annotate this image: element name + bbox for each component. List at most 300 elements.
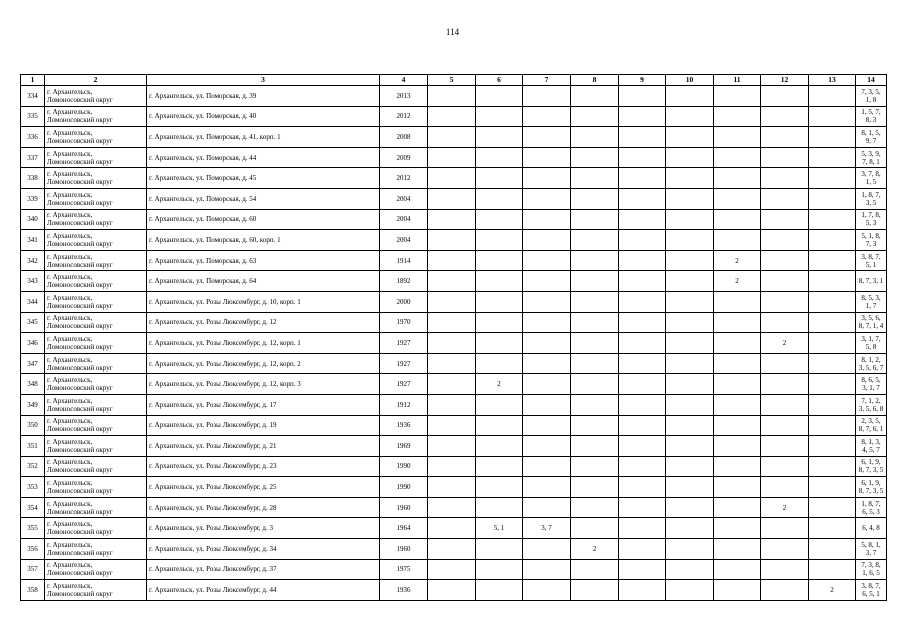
value-cell-c6: [476, 312, 523, 333]
value-cell-c13: [809, 209, 856, 230]
value-cell-c9: [619, 415, 666, 436]
value-cell-c6: [476, 580, 523, 601]
value-cell-c7: [523, 106, 571, 127]
value-cell-c10: [666, 580, 714, 601]
value-cell-c12: [761, 477, 809, 498]
district-name: Ломоносовский округ: [47, 322, 113, 331]
district-name: Ломоносовский округ: [47, 590, 113, 599]
value-cell-c12: [761, 127, 809, 148]
district-city: г. Архангельск,: [47, 458, 93, 467]
value-cell-c6: 5, 1: [476, 518, 523, 539]
value-cell-c9: [619, 497, 666, 518]
value-cell-c12: [761, 250, 809, 271]
value-cell-c5: [428, 559, 476, 580]
column-header: 3: [147, 75, 380, 86]
year-cell: 1970: [380, 312, 428, 333]
district-cell: [45, 539, 147, 560]
value-cell-c12: [761, 559, 809, 580]
value-cell-c12: [761, 580, 809, 601]
value-cell-c14: 6, 1, 9, 8, 7, 3, 5: [856, 477, 887, 498]
district-cell: [45, 250, 147, 271]
value-cell-c9: [619, 127, 666, 148]
district-name: Ломоносовский округ: [47, 136, 113, 145]
value-cell-c14: 1, 8, 7, 3, 5: [856, 188, 887, 209]
value-cell-c7: [523, 353, 571, 374]
value-cell-c7: [523, 250, 571, 271]
district-city: г. Архангельск,: [47, 231, 93, 240]
value-cell-c14: 8, 7, 3, 1: [856, 271, 887, 292]
value-cell-c11: [714, 497, 761, 518]
value-cell-c8: [571, 106, 619, 127]
value-cell-c9: [619, 559, 666, 580]
value-cell-c5: [428, 271, 476, 292]
row-number: 349: [21, 394, 45, 415]
table-row: [21, 518, 887, 539]
value-cell-c10: [666, 559, 714, 580]
value-cell-c9: [619, 539, 666, 560]
row-number: 351: [21, 436, 45, 457]
row-number: 336: [21, 127, 45, 148]
column-header: 5: [428, 75, 476, 86]
district-city: г. Архангельск,: [47, 334, 93, 343]
value-cell-c12: [761, 86, 809, 107]
value-cell-c12: [761, 312, 809, 333]
year-cell: 2000: [380, 291, 428, 312]
table-row: [21, 333, 887, 354]
value-cell-c9: [619, 106, 666, 127]
value-cell-c9: [619, 436, 666, 457]
district-city: г. Архангельск,: [47, 479, 93, 488]
value-cell-c5: [428, 374, 476, 395]
district-name: Ломоносовский округ: [47, 569, 113, 578]
district-name: Ломоносовский округ: [47, 548, 113, 557]
table-row: [21, 374, 887, 395]
district-city: г. Архангельск,: [47, 190, 93, 199]
value-cell-c12: [761, 415, 809, 436]
year-cell: 1969: [380, 436, 428, 457]
value-cell-c13: [809, 188, 856, 209]
value-cell-c11: [714, 353, 761, 374]
district-name: Ломоносовский округ: [47, 487, 113, 496]
value-cell-c14: 3, 5, 6, 8, 7, 1, 4: [856, 312, 887, 333]
value-cell-c5: [428, 394, 476, 415]
district-city: г. Архангельск,: [47, 499, 93, 508]
value-cell-c13: [809, 250, 856, 271]
district-city: г. Архангельск,: [47, 170, 93, 179]
column-header: 9: [619, 75, 666, 86]
value-cell-c10: [666, 477, 714, 498]
value-cell-c14: 8, 1, 3, 4, 5, 7: [856, 436, 887, 457]
district-cell: [45, 374, 147, 395]
row-number: 353: [21, 477, 45, 498]
value-cell-c10: [666, 394, 714, 415]
district-name: Ломоносовский округ: [47, 95, 113, 104]
value-cell-c7: [523, 188, 571, 209]
value-cell-c5: [428, 106, 476, 127]
table-row: [21, 188, 887, 209]
district-cell: [45, 436, 147, 457]
value-cell-c11: [714, 291, 761, 312]
value-cell-c12: [761, 436, 809, 457]
value-cell-c6: 2: [476, 374, 523, 395]
value-cell-c13: [809, 271, 856, 292]
table-row: [21, 106, 887, 127]
value-cell-c10: [666, 456, 714, 477]
column-header: 1: [21, 75, 45, 86]
value-cell-c7: [523, 497, 571, 518]
value-cell-c9: [619, 312, 666, 333]
value-cell-c7: [523, 456, 571, 477]
value-cell-c12: [761, 394, 809, 415]
value-cell-c11: 2: [714, 250, 761, 271]
value-cell-c8: [571, 436, 619, 457]
value-cell-c10: [666, 333, 714, 354]
row-number: 342: [21, 250, 45, 271]
district-cell: [45, 415, 147, 436]
value-cell-c8: [571, 580, 619, 601]
value-cell-c6: [476, 127, 523, 148]
value-cell-c8: [571, 188, 619, 209]
value-cell-c13: [809, 333, 856, 354]
district-name: Ломоносовский округ: [47, 528, 113, 537]
value-cell-c13: [809, 518, 856, 539]
year-cell: 2013: [380, 86, 428, 107]
value-cell-c9: [619, 271, 666, 292]
table-row: [21, 209, 887, 230]
value-cell-c6: [476, 106, 523, 127]
district-name: Ломоносовский округ: [47, 281, 113, 290]
district-city: г. Архангельск,: [47, 128, 93, 137]
district-city: г. Архангельск,: [47, 252, 93, 261]
value-cell-c5: [428, 147, 476, 168]
value-cell-c13: [809, 477, 856, 498]
table-row: [21, 168, 887, 189]
value-cell-c12: [761, 456, 809, 477]
row-number: 347: [21, 353, 45, 374]
district-cell: [45, 127, 147, 148]
value-cell-c5: [428, 456, 476, 477]
value-cell-c13: [809, 353, 856, 374]
value-cell-c14: 6, 1, 9, 8, 7, 3, 5: [856, 456, 887, 477]
value-cell-c5: [428, 477, 476, 498]
value-cell-c9: [619, 250, 666, 271]
district-cell: [45, 559, 147, 580]
value-cell-c8: [571, 518, 619, 539]
district-name: Ломоносовский округ: [47, 219, 113, 228]
value-cell-c14: 5, 3, 9, 7, 8, 1: [856, 147, 887, 168]
value-cell-c5: [428, 436, 476, 457]
table-row: [21, 271, 887, 292]
value-cell-c5: [428, 86, 476, 107]
value-cell-c11: [714, 188, 761, 209]
value-cell-c9: [619, 580, 666, 601]
value-cell-c13: [809, 168, 856, 189]
district-name: Ломоносовский округ: [47, 425, 113, 434]
district-name: Ломоносовский округ: [47, 342, 113, 351]
value-cell-c13: [809, 291, 856, 312]
district-city: г. Архангельск,: [47, 520, 93, 529]
column-header: 14: [856, 75, 887, 86]
district-cell: [45, 497, 147, 518]
value-cell-c9: [619, 230, 666, 251]
address-cell: г. Архангельск, ул. Розы Люксембург, д. 12: [147, 312, 380, 333]
value-cell-c9: [619, 291, 666, 312]
value-cell-c7: [523, 312, 571, 333]
value-cell-c9: [619, 456, 666, 477]
address-cell: г. Архангельск, ул. Поморская, д. 39: [147, 86, 380, 107]
value-cell-c6: [476, 250, 523, 271]
table-row: [21, 312, 887, 333]
value-cell-c12: [761, 539, 809, 560]
value-cell-c13: [809, 230, 856, 251]
value-cell-c10: [666, 86, 714, 107]
value-cell-c8: [571, 333, 619, 354]
value-cell-c10: [666, 230, 714, 251]
value-cell-c8: [571, 250, 619, 271]
table-row: [21, 394, 887, 415]
year-cell: 2004: [380, 209, 428, 230]
value-cell-c12: [761, 209, 809, 230]
value-cell-c12: [761, 374, 809, 395]
value-cell-c11: [714, 86, 761, 107]
table-row: [21, 86, 887, 107]
value-cell-c7: [523, 374, 571, 395]
address-cell: г. Архангельск, ул. Розы Люксембург, д. 3: [147, 518, 380, 539]
value-cell-c11: [714, 477, 761, 498]
value-cell-c12: [761, 230, 809, 251]
district-city: г. Архангельск,: [47, 149, 93, 158]
value-cell-c5: [428, 333, 476, 354]
row-number: 355: [21, 518, 45, 539]
column-header: 13: [809, 75, 856, 86]
value-cell-c14: 7, 1, 2, 3, 5, 6, 8: [856, 394, 887, 415]
value-cell-c12: [761, 147, 809, 168]
value-cell-c11: [714, 539, 761, 560]
value-cell-c5: [428, 415, 476, 436]
value-cell-c7: [523, 436, 571, 457]
value-cell-c13: [809, 559, 856, 580]
value-cell-c12: [761, 353, 809, 374]
address-cell: г. Архангельск, ул. Поморская, д. 44: [147, 147, 380, 168]
column-header: 6: [476, 75, 523, 86]
district-city: г. Архангельск,: [47, 376, 93, 385]
value-cell-c10: [666, 209, 714, 230]
value-cell-c6: [476, 188, 523, 209]
value-cell-c9: [619, 188, 666, 209]
value-cell-c14: 8, 5, 3, 1, 7: [856, 291, 887, 312]
value-cell-c10: [666, 271, 714, 292]
value-cell-c11: [714, 436, 761, 457]
value-cell-c8: [571, 312, 619, 333]
district-cell: [45, 106, 147, 127]
value-cell-c6: [476, 539, 523, 560]
district-name: Ломоносовский округ: [47, 384, 113, 393]
row-number: 348: [21, 374, 45, 395]
district-city: г. Архангельск,: [47, 582, 93, 591]
value-cell-c6: [476, 497, 523, 518]
district-cell: [45, 394, 147, 415]
value-cell-c14: 1, 7, 8, 5, 3: [856, 209, 887, 230]
value-cell-c6: [476, 436, 523, 457]
district-cell: [45, 353, 147, 374]
value-cell-c13: [809, 436, 856, 457]
value-cell-c11: [714, 230, 761, 251]
value-cell-c8: [571, 559, 619, 580]
district-cell: [45, 477, 147, 498]
value-cell-c12: [761, 168, 809, 189]
value-cell-c5: [428, 230, 476, 251]
value-cell-c6: [476, 477, 523, 498]
table-row: [21, 539, 887, 560]
address-cell: г. Архангельск, ул. Розы Люксембург, д. 12, корп. 2: [147, 353, 380, 374]
year-cell: 2008: [380, 127, 428, 148]
district-cell: [45, 86, 147, 107]
district-name: Ломоносовский округ: [47, 198, 113, 207]
value-cell-c8: [571, 477, 619, 498]
district-city: г. Архангельск,: [47, 108, 93, 117]
value-cell-c10: [666, 291, 714, 312]
value-cell-c13: [809, 497, 856, 518]
value-cell-c7: [523, 559, 571, 580]
value-cell-c6: [476, 456, 523, 477]
value-cell-c5: [428, 168, 476, 189]
value-cell-c12: [761, 271, 809, 292]
year-cell: 2012: [380, 168, 428, 189]
value-cell-c14: 2, 3, 5, 8, 7, 6, 1: [856, 415, 887, 436]
table-row: [21, 250, 887, 271]
value-cell-c11: [714, 312, 761, 333]
district-name: Ломоносовский округ: [47, 301, 113, 310]
value-cell-c7: [523, 271, 571, 292]
value-cell-c5: [428, 188, 476, 209]
value-cell-c6: [476, 168, 523, 189]
value-cell-c14: 3, 8, 7, 6, 5, 1: [856, 580, 887, 601]
value-cell-c10: [666, 518, 714, 539]
district-name: Ломоносовский округ: [47, 178, 113, 187]
value-cell-c12: [761, 188, 809, 209]
page-number: 114: [445, 27, 460, 37]
value-cell-c6: [476, 86, 523, 107]
value-cell-c11: [714, 209, 761, 230]
year-cell: 1960: [380, 497, 428, 518]
value-cell-c7: [523, 291, 571, 312]
district-name: Ломоносовский округ: [47, 404, 113, 413]
value-cell-c5: [428, 250, 476, 271]
address-cell: г. Архангельск, ул. Поморская, д. 60: [147, 209, 380, 230]
address-cell: г. Архангельск, ул. Поморская, д. 41, корп. 1: [147, 127, 380, 148]
value-cell-c13: [809, 415, 856, 436]
district-name: Ломоносовский округ: [47, 157, 113, 166]
value-cell-c8: [571, 168, 619, 189]
value-cell-c9: [619, 353, 666, 374]
district-city: г. Архангельск,: [47, 293, 93, 302]
column-header: 2: [45, 75, 147, 86]
address-cell: г. Архангельск, ул. Розы Люксембург, д. 19: [147, 415, 380, 436]
value-cell-c14: 1, 8, 7, 6, 5, 3: [856, 497, 887, 518]
value-cell-c5: [428, 497, 476, 518]
table-row: [21, 230, 887, 251]
value-cell-c10: [666, 539, 714, 560]
value-cell-c12: [761, 518, 809, 539]
row-number: 334: [21, 86, 45, 107]
address-cell: г. Архангельск, ул. Розы Люксембург, д. 44: [147, 580, 380, 601]
address-cell: г. Архангельск, ул. Розы Люксембург, д. 34: [147, 539, 380, 560]
row-number: 356: [21, 539, 45, 560]
value-cell-c11: [714, 147, 761, 168]
address-cell: г. Архангельск, ул. Розы Люксембург, д. 37: [147, 559, 380, 580]
district-city: г. Архангельск,: [47, 87, 93, 96]
value-cell-c6: [476, 333, 523, 354]
district-cell: [45, 312, 147, 333]
value-cell-c14: 3, 8, 7, 5, 1: [856, 250, 887, 271]
value-cell-c7: [523, 539, 571, 560]
value-cell-c7: [523, 415, 571, 436]
table-row: [21, 456, 887, 477]
value-cell-c9: [619, 374, 666, 395]
district-city: г. Архангельск,: [47, 561, 93, 570]
header-row: [21, 75, 887, 86]
row-number: 354: [21, 497, 45, 518]
value-cell-c11: [714, 518, 761, 539]
value-cell-c13: [809, 86, 856, 107]
value-cell-c5: [428, 518, 476, 539]
value-cell-c10: [666, 147, 714, 168]
district-city: г. Архангельск,: [47, 314, 93, 323]
value-cell-c5: [428, 580, 476, 601]
value-cell-c11: [714, 106, 761, 127]
value-cell-c14: 5, 8, 1, 3, 7: [856, 539, 887, 560]
row-number: 352: [21, 456, 45, 477]
value-cell-c11: [714, 394, 761, 415]
district-cell: [45, 147, 147, 168]
value-cell-c10: [666, 168, 714, 189]
value-cell-c11: [714, 333, 761, 354]
table-row: [21, 497, 887, 518]
value-cell-c11: [714, 374, 761, 395]
value-cell-c11: [714, 456, 761, 477]
column-header: 8: [571, 75, 619, 86]
value-cell-c6: [476, 147, 523, 168]
address-cell: г. Архангельск, ул. Розы Люксембург, д. 28: [147, 497, 380, 518]
value-cell-c5: [428, 353, 476, 374]
value-cell-c11: [714, 559, 761, 580]
value-cell-c8: [571, 291, 619, 312]
value-cell-c5: [428, 539, 476, 560]
district-cell: [45, 271, 147, 292]
value-cell-c14: 8, 1, 5, 9, 7: [856, 127, 887, 148]
value-cell-c9: [619, 209, 666, 230]
table-row: [21, 353, 887, 374]
row-number: 340: [21, 209, 45, 230]
district-cell: [45, 580, 147, 601]
value-cell-c14: 3, 7, 8, 1, 5: [856, 168, 887, 189]
district-cell: [45, 209, 147, 230]
address-cell: г. Архангельск, ул. Поморская, д. 63: [147, 250, 380, 271]
value-cell-c7: [523, 86, 571, 107]
table-row: [21, 559, 887, 580]
column-header: 11: [714, 75, 761, 86]
value-cell-c13: [809, 539, 856, 560]
value-cell-c10: [666, 374, 714, 395]
column-header: 10: [666, 75, 714, 86]
row-number: 343: [21, 271, 45, 292]
row-number: 341: [21, 230, 45, 251]
address-cell: г. Архангельск, ул. Поморская, д. 60, корп. 1: [147, 230, 380, 251]
table-row: [21, 477, 887, 498]
value-cell-c5: [428, 291, 476, 312]
value-cell-c10: [666, 127, 714, 148]
value-cell-c7: [523, 394, 571, 415]
